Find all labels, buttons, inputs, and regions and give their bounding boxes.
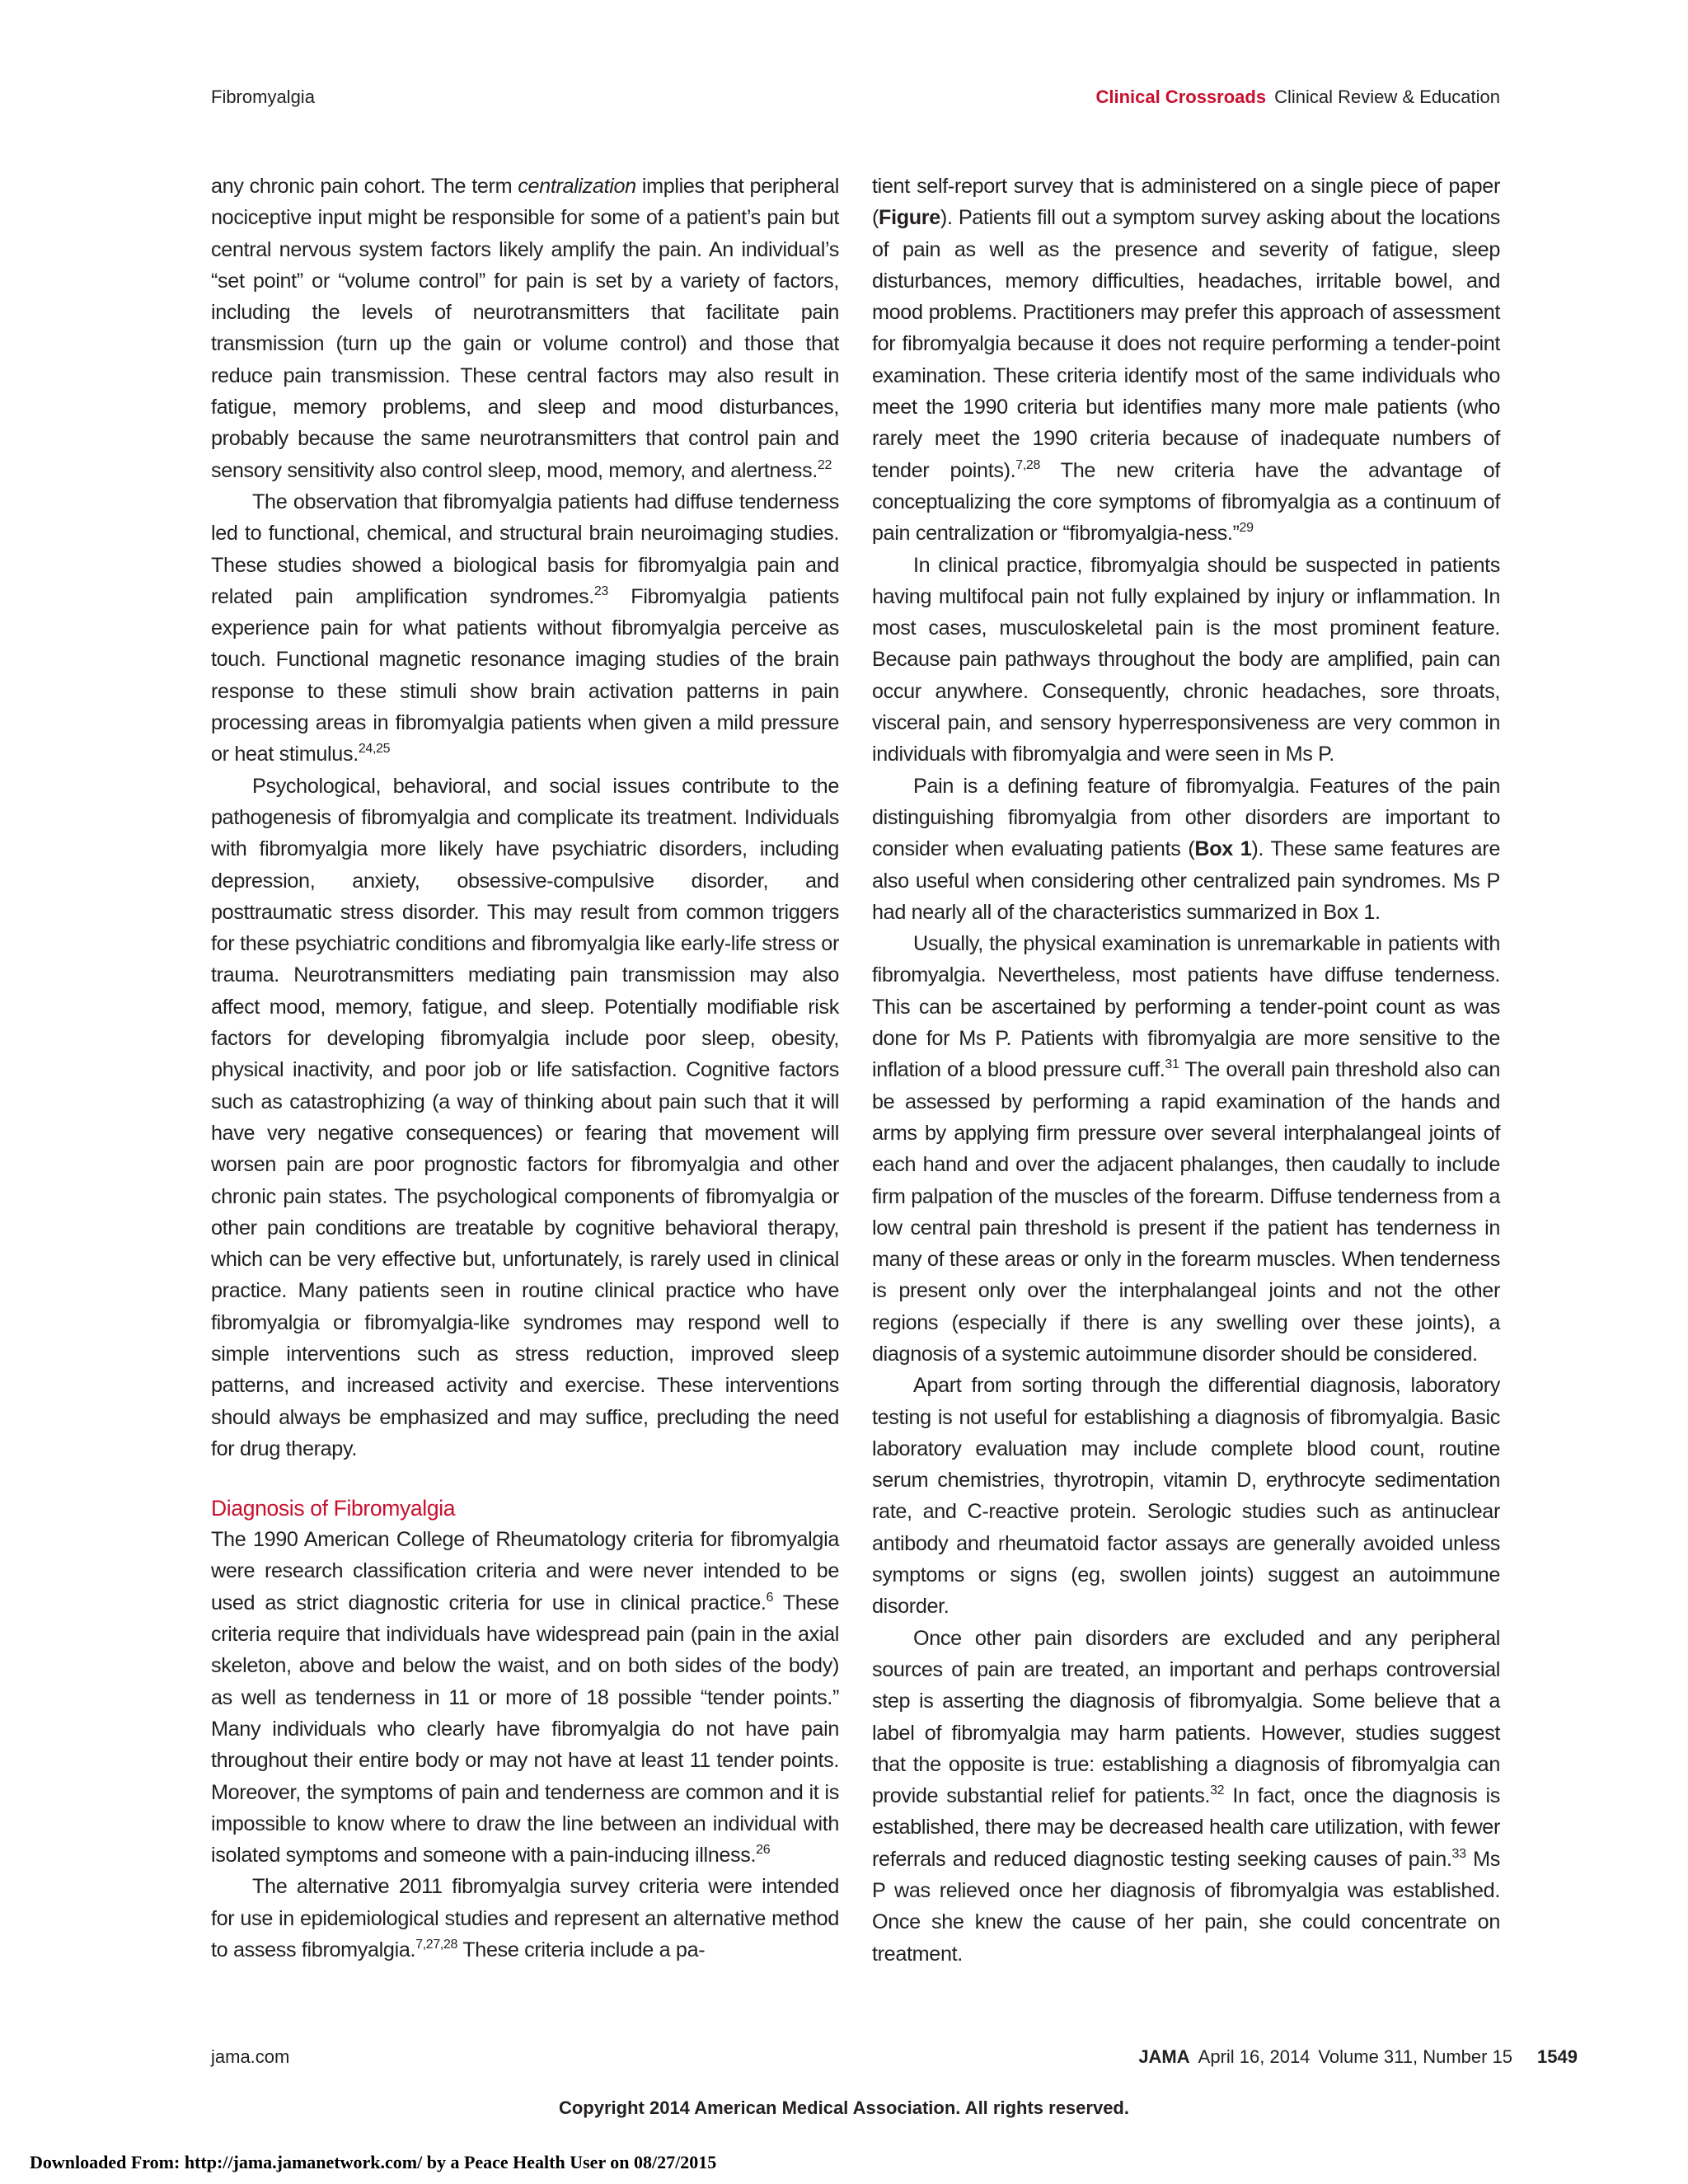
download-stamp: Downloaded From: http://jama.jamanetwork.com/ by a Peace Health User on 08/27/2015 bbox=[30, 2152, 717, 2172]
volume-number: Volume 311, Number 15 bbox=[1318, 2046, 1513, 2067]
paragraph-survey: tient self-report survey that is administered on a single piece of paper (Figure). Patients fill out a symptom survey asking about the locations of pain as well as the presence and severity of fatigue, sleep disturbances, memory difficulties, headaches, irritable bowel, and mood problems. Practitioners may prefer this approach of assessment for fibromyalgia because it does not require performing a tender-point examination. These criteria identify most of the same individuals who meet the 1990 criteria but identifies many more male patients (who rarely meet the 1990 criteria because of inadequate numbers of tender points).$^{7,28}$ The new criteria have the advantage of conceptualizing the core symptoms of fibromyalgia as a continuum of pain centralization or “fibromyalgia-ness.”$^{29}$ bbox=[872, 175, 1500, 546]
series-label: Clinical Crossroads bbox=[1095, 87, 1267, 107]
journal-name: JAMA bbox=[1138, 2046, 1190, 2067]
copyright-notice: Copyright 2014 American Medical Association. All rights reserved. bbox=[558, 2097, 1129, 2118]
paragraph-laboratory: Apart from sorting through the differential diagnosis, laboratory testing is not useful for establishing a diagnosis of fibromyalgia. Basic laboratory evaluation may include complete blood count, routine serum chemistries, thyrotropin, vitamin D, erythrocyte sedimentation rate, and C-reactive protein. Serologic studies such as antinuclear antibody and rheumatoid factor assays are generally avoided unless symptoms or signs (eg, swollen joints) suggest an autoimmune disorder. bbox=[872, 1374, 1500, 1619]
reference-superscript: 33 bbox=[1451, 1846, 1466, 1861]
term-centralization: centralization bbox=[518, 175, 636, 198]
right-column bbox=[872, 171, 1500, 1970]
paragraph-physical-exam: Usually, the physical examination is unremarkable in patients with fibromyalgia. Nevertheless, most patients have diffuse tenderness. This can be ascertained by performing a tender-point count as was done for Ms P. Patients with fibromyalgia are more sensitive to the inflation of a blood pressure cuff.$^{31}$ The overall pain threshold also can be assessed by performing a rapid examination of the hands and arms by applying firm pressure over several interphalangeal joints of each hand and over the adjacent phalanges, then caudally to include firm palpation of the muscles of the forearm. Diffuse tenderness from a low central pain threshold is present if the patient has tenderness in many of these areas or only in the forearm muscles. When tenderness is present only over the interphalangeal joints and not the other regions (especially if there is any swelling over these joints), a diagnosis of a systemic autoimmune disorder should be considered. bbox=[872, 932, 1500, 1366]
reference-superscript: 6 bbox=[766, 1590, 774, 1605]
reference-superscript: 29 bbox=[1239, 521, 1254, 536]
reference-superscript: 7,28 bbox=[1015, 457, 1041, 472]
left-column bbox=[211, 171, 839, 1966]
reference-superscript: 32 bbox=[1210, 1783, 1225, 1798]
paragraph-neuroimaging: The observation that fibromyalgia patients had diffuse tenderness led to functional, chemical, and structural brain neuroimaging studies. These studies showed a biological basis for fibromyalgia pain and related pain amplification syndromes.$^{23}$ Fibromyalgia patients experience pain for what patients without fibromyalgia perceive as touch. Functional magnetic resonance imaging studies of the brain response to these stimuli show brain activation patterns in pain processing areas in fibromyalgia patients when given a mild pressure or heat stimulus.$^{24,25}$ bbox=[211, 490, 839, 766]
paragraph-clinical-practice: In clinical practice, fibromyalgia should be suspected in patients having multifocal pain not fully explained by injury or inflammation. In most cases, musculoskeletal pain is the most prominent feature. Because pain pathways throughout the body are amplified, pain can occur anywhere. Consequently, chronic headaches, sore throats, visceral pain, and sensory hyperresponsiveness are very common in individuals with fibromyalgia and were seen in Ms P. bbox=[872, 553, 1500, 766]
reference-superscript: 24,25 bbox=[358, 742, 391, 757]
footer-citation bbox=[1138, 2046, 1578, 2069]
box-link[interactable]: Box 1 bbox=[1194, 837, 1252, 861]
paragraph-pain-features: Pain is a defining feature of fibromyalgia. Features of the pain distinguishing fibromyalgia from other disorders are important to consider when evaluating patients (Box 1). These same features are also useful when considering other centralized pain syndromes. Ms P had nearly all of the characteristics summarized in Box 1. bbox=[872, 774, 1500, 924]
reference-superscript: 22 bbox=[817, 457, 832, 472]
paragraph-2011-criteria: The alternative 2011 fibromyalgia survey criteria were intended for use in epidemiological studies and represent an alternative method to assess fibromyalgia.$^{7,27,28}$ These criteria include a pa- bbox=[211, 1875, 839, 1962]
reference-superscript: 31 bbox=[1165, 1057, 1179, 1072]
footer-site-link[interactable]: jama.com bbox=[211, 2046, 290, 2067]
running-header-right bbox=[1095, 86, 1500, 109]
paragraph-centralization: any chronic pain cohort. The term centralization implies that peripheral nociceptive input might be responsible for some of a patient’s pain but central nervous system factors likely amplify the pain. An individual’s “set point” or “volume control” for pain is set by a variety of factors, including the levels of neurotransmitters that facilitate pain transmission (turn up the gain or volume control) and those that reduce pain transmission. These central factors may also result in fatigue, memory problems, and sleep and mood disturbances, probably because the same neurotransmitters that control pain and sensory sensitivity also control sleep, mood, memory, and alertness.$^{22}$ bbox=[211, 175, 839, 482]
section-heading-diagnosis: Diagnosis of Fibromyalgia bbox=[211, 1496, 456, 1521]
running-header-section: Fibromyalgia bbox=[211, 87, 315, 107]
paragraph-asserting-diagnosis: Once other pain disorders are excluded and any peripheral sources of pain are treated, an important and perhaps controversial step is asserting the diagnosis of fibromyalgia. Some believe that a label of fibromyalgia may harm patients. However, studies suggest that the opposite is true: establishing a diagnosis of fibromyalgia can provide substantial relief for patients.$^{32}$ In fact, once the diagnosis is established, there may be decreased health care utilization, with fewer referrals and reduced diagnostic testing seeking causes of pain.$^{33}$ Ms P was relieved once her diagnosis of fibromyalgia was established. Once she knew the cause of her pain, she could concentrate on treatment. bbox=[872, 1626, 1500, 1966]
reference-superscript: 26 bbox=[756, 1843, 771, 1858]
paragraph-psychological: Psychological, behavioral, and social issues contribute to the pathogenesis of fibromyalgia and complicate its treatment. Individuals with fibromyalgia more likely have psychiatric disorders, including depression, anxiety, obsessive-compulsive disorder, and posttraumatic stress disorder. This may result from common triggers for these psychiatric conditions and fibromyalgia like early-life stress or trauma. Neurotransmitters mediating pain transmission may also affect mood, memory, fatigue, and sleep. Potentially modifiable risk factors for developing fibromyalgia include poor sleep, obesity, physical inactivity, and poor job or life satisfaction. Cognitive factors such as catastrophizing (a way of thinking about pain such that it will have very negative consequences) or fearing that movement will worsen pain are poor prognostic factors for fibromyalgia and other chronic pain states. The psychological components of fibromyalgia or other pain conditions are treatable by cognitive behavioral therapy, which can be very effective but, unfortunately, is rarely used in clinical practice. Many patients seen in routine clinical practice who have fibromyalgia or fibromyalgia-like syndromes may respond well to simple interventions such as stress reduction, improved sleep patterns, and increased activity and exercise. These interventions should always be emphasized and may suffice, precluding the need for drug therapy. bbox=[211, 774, 839, 1460]
page-number: 1549 bbox=[1537, 2046, 1578, 2067]
figure-link[interactable]: Figure bbox=[879, 206, 940, 230]
paragraph-1990-criteria: The 1990 American College of Rheumatology criteria for fibromyalgia were research classification criteria and were never intended to be used as strict diagnostic criteria for use in clinical practice.$^6$ These criteria require that individuals have widespread pain (pain in the axial skeleton, above and below the waist, and on both sides of the body) as well as tenderness in 11 or more of 18 possible “tender points.” Many individuals who clearly have fibromyalgia do not have pain throughout their entire body or may not have at least 11 tender points. Moreover, the symptoms of pain and tenderness are common and it is impossible to know where to draw the line between an individual with isolated symptoms and someone with a pain-inducing illness.$^{26}$ bbox=[211, 1528, 839, 1868]
reference-superscript: 23 bbox=[593, 583, 608, 598]
reference-superscript: 7,27,28 bbox=[415, 1938, 458, 1952]
category-label: Clinical Review & Education bbox=[1274, 87, 1500, 107]
issue-date: April 16, 2014 bbox=[1198, 2046, 1311, 2067]
